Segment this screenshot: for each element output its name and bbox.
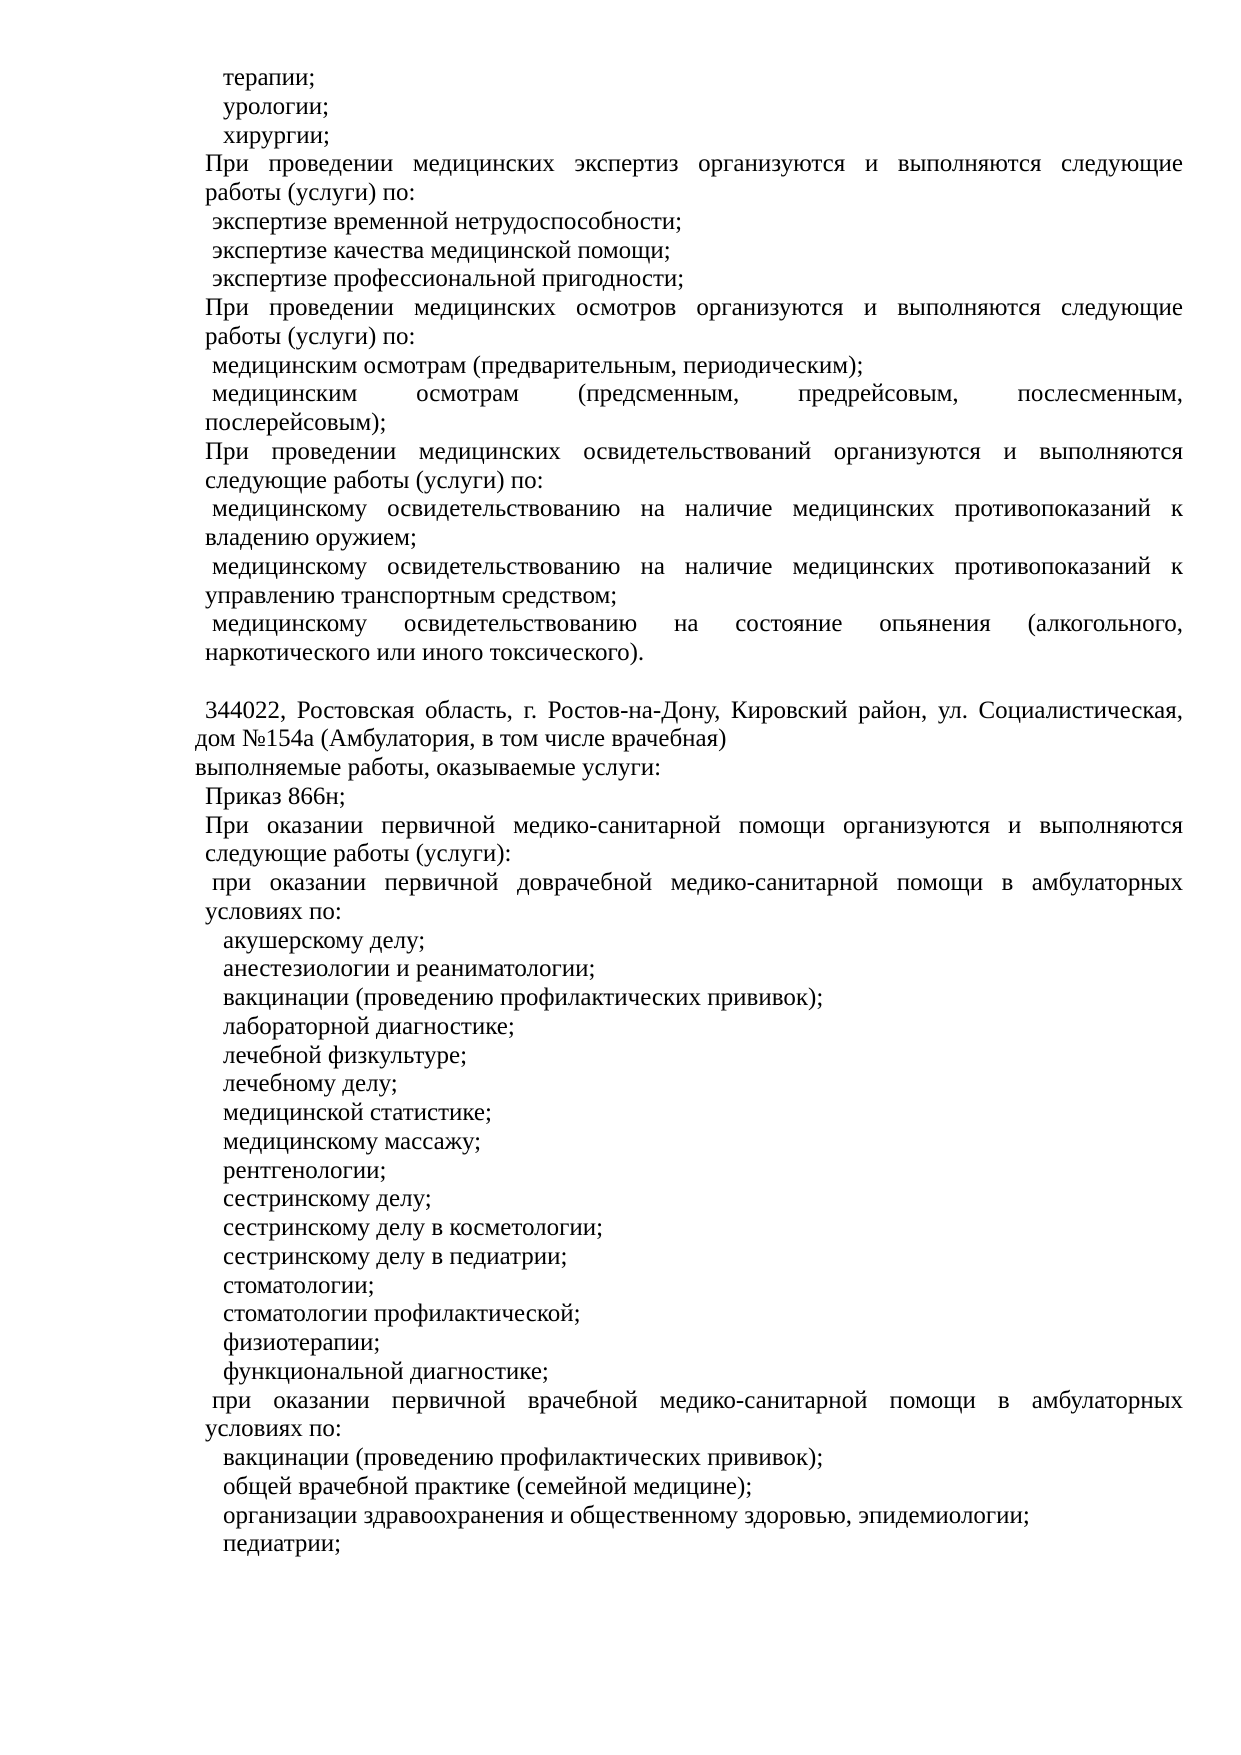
text-line: экспертизе профессиональной пригодности;: [212, 265, 685, 293]
text-line: физиотерапии;: [223, 1329, 381, 1356]
text-line: лечебному делу;: [223, 1070, 398, 1098]
text-line: экспертизе качества медицинской помощи;: [212, 236, 671, 264]
text-line: дом №154а (Амбулатория, в том числе врачебная): [195, 725, 727, 753]
text-line: При проведении медицинских освидетельствований организуются и выполняются: [205, 437, 1183, 465]
text-line: лечебной физкультуре;: [223, 1041, 468, 1069]
text-line: урологии;: [223, 92, 330, 120]
text-line: медицинскому освидетельствованию на наличие медицинских противопоказаний к: [212, 495, 1183, 523]
text-line: стоматологии профилактической;: [223, 1300, 581, 1328]
text-line: стоматологии;: [223, 1271, 375, 1299]
text-line: организации здравоохранения и общественному здоровью, эпидемиологии;: [223, 1501, 1030, 1529]
text-line: медицинским осмотрам (предварительным, периодическим);: [212, 351, 864, 379]
text-line: экспертизе временной нетрудоспособности;: [212, 207, 683, 235]
text-line: сестринскому делу в косметологии;: [223, 1214, 604, 1241]
text-line: лабораторной диагностике;: [223, 1012, 515, 1040]
text-line: при оказании первичной врачебной медико-санитарной помощи в амбулаторных: [212, 1386, 1183, 1414]
text-line: хирургии;: [223, 121, 331, 149]
text-line: терапии;: [223, 64, 316, 91]
text-line: сестринскому делу;: [223, 1185, 432, 1213]
text-line: работы (услуги) по:: [205, 179, 416, 206]
text-line: владению оружием;: [205, 524, 417, 551]
text-line: сестринскому делу в педиатрии;: [223, 1242, 568, 1270]
text-line: акушерскому делу;: [223, 926, 426, 954]
text-line: медицинскому освидетельствованию на состояние опьянения (алкогольного,: [212, 610, 1183, 638]
text-line: условиях по:: [205, 897, 342, 925]
text-line: следующие работы (услуги):: [205, 840, 512, 868]
text-line: условиях по:: [205, 1415, 342, 1443]
text-line: послерейсовым);: [205, 409, 387, 436]
text-line: функциональной диагностике;: [223, 1357, 549, 1385]
text-line: 344022, Ростовская область, г. Ростов-на-Дону, Кировский район, ул. Социалистическая,: [205, 696, 1183, 724]
text-line: При проведении медицинских осмотров организуются и выполняются следующие: [205, 294, 1183, 321]
text-line: медицинскому массажу;: [223, 1127, 482, 1155]
text-line: вакцинации (проведению профилактических прививок);: [223, 1444, 824, 1471]
text-line: рентгенологии;: [223, 1156, 387, 1184]
text-line: педиатрии;: [223, 1530, 342, 1558]
text-line: наркотического или иного токсического).: [205, 639, 645, 666]
text-line: медицинским осмотрам (предсменным, предрейсовым, послесменным,: [212, 380, 1183, 408]
text-line: При проведении медицинских экспертиз организуются и выполняются следующие: [205, 150, 1183, 178]
text-line: при оказании первичной доврачебной медико-санитарной помощи в амбулаторных: [212, 869, 1183, 896]
text-line: При оказании первичной медико-санитарной помощи организуются и выполняются: [205, 811, 1183, 839]
text-line: вакцинации (проведению профилактических прививок);: [223, 984, 824, 1011]
text-line: анестезиологии и реаниматологии;: [223, 955, 596, 983]
text-line: медицинскому освидетельствованию на наличие медицинских противопоказаний к: [212, 552, 1183, 580]
text-line: медицинской статистике;: [223, 1099, 492, 1126]
text-line: работы (услуги) по:: [205, 322, 416, 350]
text-line: следующие работы (услуги) по:: [205, 466, 544, 494]
text-line: Приказ 866н;: [205, 782, 346, 810]
blank-line: [195, 668, 1183, 697]
document-body: [195, 64, 1183, 1559]
text-line: общей врачебной практике (семейной медицине);: [223, 1472, 753, 1500]
text-line: управлению транспортным средством;: [205, 581, 618, 609]
text-line: выполняемые работы, оказываемые услуги:: [195, 754, 662, 781]
